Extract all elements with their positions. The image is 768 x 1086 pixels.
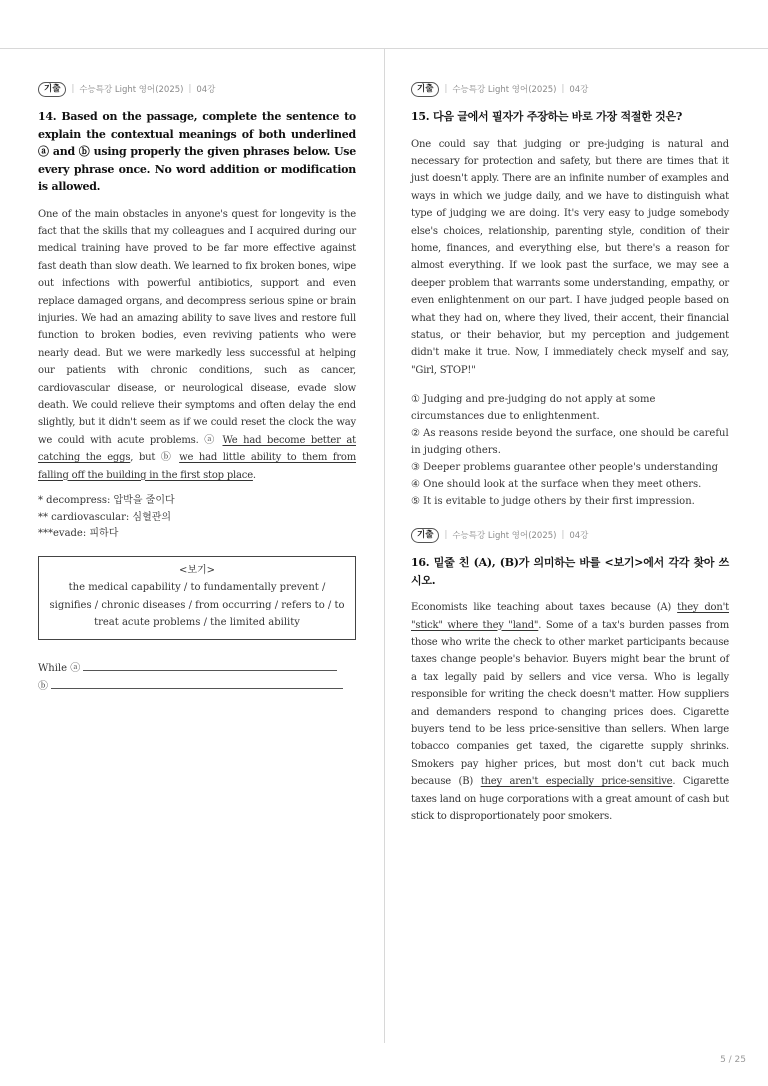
separator: | [561, 84, 565, 94]
option[interactable]: ③ Deeper problems guarantee other people's understanding [411, 462, 719, 474]
q14-source-line [38, 80, 356, 98]
q15-passage: One could say that judging or pre-judging is natural and necessary for protection and safety, but there are times that it just doesn't apply. There are an infinite number of examples and ways in which we judge daily, and we have to distinguish what type of judging we are doing. It's very easy to judge somebody else's choices, relationship, parenting style, condition of their home, finances, and everything else, but there's a reason for almost everything. If we look past the surface, we may see a deeper problem that warrants some understanding, empathy, or even enlightenment on our part. I have judged people based on what they had on, where they lived, their accent, their financial status, or their behavior, but my perception and judgement didn't make it true. Now, I immediately check myself and say, "Girl, STOP!" [411, 138, 729, 376]
q16-text-3: . Cigarette taxes land on huge corporations with a great amount of cash but stick to disproportionately poor smokers. [411, 776, 729, 823]
option[interactable]: ④ One should look at the surface when they meet others. [411, 479, 702, 491]
q14-badge: 기출 [38, 82, 66, 97]
separator: | [71, 84, 75, 94]
column-divider [384, 49, 385, 1043]
q16-text-1: Economists like teaching about taxes because (A) [411, 602, 672, 614]
q16-block [411, 526, 729, 825]
bogi-phrases: the medical capability / to fundamentally prevent / signifies / chronic diseases / from occurring / refers to / to treat acute problems / the limited ability [49, 582, 345, 629]
q15-book: 수능특강 Light 영어(2025) [452, 85, 557, 95]
footnote: ** cardiovascular: 심혈관의 [38, 511, 172, 523]
separator: | [188, 84, 192, 94]
option[interactable]: ⑤ It is evitable to judge others by their first impression. [411, 496, 695, 508]
q16-lesson: 04강 [569, 531, 589, 542]
q14-bogi-box [38, 556, 356, 640]
q14-but: , but [130, 452, 156, 464]
q16-underline-a: they don't "stick" where they "land" [411, 602, 729, 631]
right-column [411, 80, 729, 825]
page-number: 5 / 25 [720, 1055, 746, 1065]
q14-passage [38, 206, 356, 485]
q16-passage [411, 599, 729, 825]
separator: | [444, 84, 448, 94]
q16-title: 16. 밑줄 친 (A), (B)가 의미하는 바를 <보기>에서 각각 찾아 쓰시오. [411, 556, 729, 587]
q15-lesson: 04강 [569, 85, 589, 95]
answer-while-label: While ⓐ [38, 662, 81, 674]
q14-footnotes [38, 493, 356, 543]
q16-badge: 기출 [411, 528, 439, 543]
answer-line-a[interactable] [83, 659, 337, 671]
q14-answer [38, 659, 356, 696]
q15-options [411, 391, 729, 510]
separator: | [561, 530, 565, 541]
left-column [38, 80, 356, 696]
q14-mark-b: ⓑ [160, 452, 174, 464]
q14-book: 수능특강 Light 영어(2025) [79, 85, 184, 95]
q15-badge: 기출 [411, 82, 439, 97]
q14-underline-b: we had little ability to them from falling off the building in the first stop place [38, 452, 357, 481]
option[interactable]: ② As reasons reside beyond the surface, one should be careful in judging others. [411, 428, 729, 457]
q14-mark-a: ⓐ [204, 434, 217, 446]
bogi-title: <보기> [178, 564, 216, 576]
q16-text-2: . Some of a tax's burden passes from those who write the check to other market participants because taxes change people's behavior. Buyers might bear the brunt of a tax legally paid by sellers and vice versa. Who is legally responsible for writing the check doesn't matter. How suppliers and demanders respond to changing prices does. Cigarette buyers tend to be less price-sensitive than sellers. When large tobacco companies get taxed, the cigarette supply shrinks. Smokers pay higher prices, but most don't cut back much because (B) [411, 619, 729, 788]
q16-book: 수능특강 Light 영어(2025) [452, 531, 557, 542]
q16-underline-b: they aren't especially price-sensitive [480, 776, 673, 788]
answer-b-label: ⓑ [38, 681, 48, 693]
q14-lesson: 04강 [196, 85, 216, 95]
q14-passage-text: One of the main obstacles in anyone's quest for longevity is the fact that the skills that my colleagues and I acquired during our medical training have proved to be far more effective against fast death than slow death. We learned to fix broken bones, wipe out infections with powerful antibiotics, support and even replace damaged organs, and decompress serious spine or brain injuries. We had an amazing ability to save lives and restore full function to broken bodies, even reviving patients who were nearly dead. But we were markedly less successful at helping our patients with chronic conditions, such as cancer, cardiovascular disease, or neurological disease, evade slow death. We could relieve their symptoms and often delay the end slightly, but it didn't seem as if we could reset the clock the way we could with acute problems. [38, 208, 356, 446]
footnote: ***evade: 피하다 [38, 528, 119, 539]
q14-underline-a: We had become better at catching the eggs [38, 434, 356, 464]
q16-source-line [411, 526, 729, 544]
footnote: * decompress: 압박을 줄이다 [38, 495, 175, 506]
q15-title: 15. 다음 글에서 필자가 주장하는 바로 가장 적절한 것은? [411, 110, 683, 123]
option[interactable]: ① Judging and pre-judging do not apply at some circumstances due to enlightenment. [411, 394, 656, 423]
q14-period: . [252, 469, 256, 481]
q14-title: 14. Based on the passage, complete the sentence to explain the contextual meanings of both underlined ⓐ and ⓑ using properly the given phrases below. Use every phrase once. No word addition or modification is allowed. [38, 110, 356, 193]
separator: | [444, 530, 448, 541]
answer-line-b[interactable] [51, 677, 343, 689]
q15-source-line [411, 80, 729, 98]
